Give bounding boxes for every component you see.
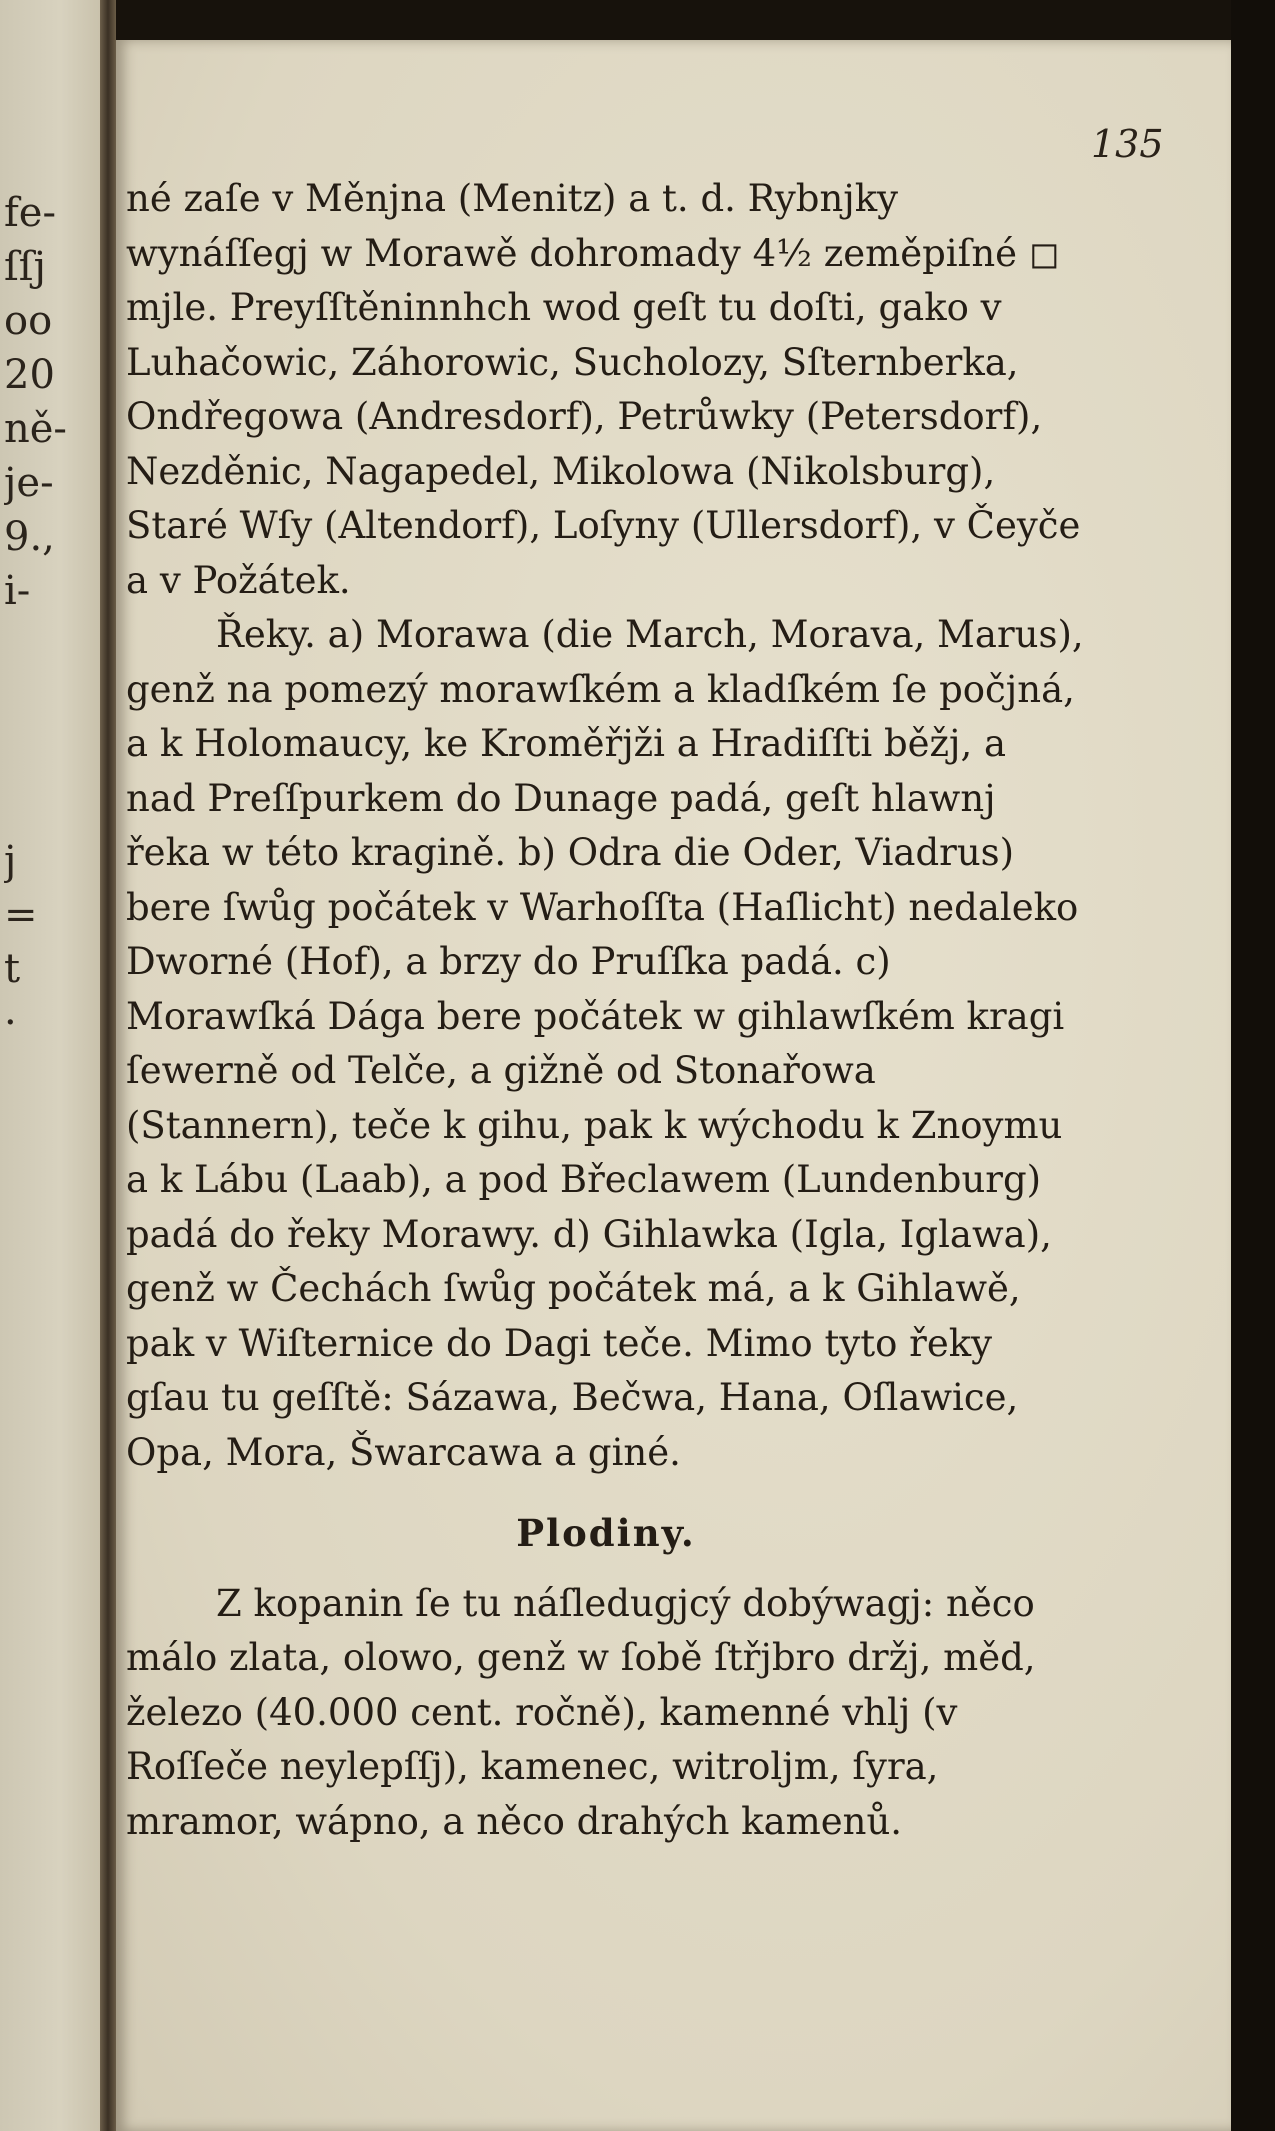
previous-page-fragment: ſſj (4, 244, 47, 290)
section-heading: Plodiny. (516, 1511, 696, 1555)
book-page (116, 40, 1231, 2131)
previous-page-fragment: j (4, 838, 17, 884)
scan-background-edge (1231, 0, 1275, 2131)
page-body (126, 172, 1086, 1849)
previous-page-fragment: · (4, 1000, 17, 1046)
previous-page-fragment: oo (4, 298, 53, 344)
paragraph-rivers: Řeky. a) Morawa (die March, Morava, Marus), genž na pomezý morawſkém a kladſkém ſe počjná, a k Holomaucy, ke Kroměřjži a Hradiſſti běžj, a nad Preſſpurkem do Dunage padá, geſt hlawnj řeka w této kragině. b) Odra die Oder, Viadrus) bere ſwůg počátek v Warhoſſta (Haſlicht) nedaleko Dworné (Hof), a brzy do Pruſſka padá. c) Morawſká Dága bere počátek w gihlawſkém kragi ſewerně od Telče, a gižně od Stonařowa (Stannern), teče k gihu, pak k wýchodu k Znoymu a k Lábu (Laab), a pod Břeclawem (Lundenburg) padá do řeky Morawy. d) Gihlawka (Igla, Iglawa), genž w Čechách ſwůg počátek má, a k Gihlawě, pak v Wiſternice do Dagi teče. Mimo tyto řeky gſau tu geſſtě: Sázawa, Bečwa, Hana, Oſlawice, Opa, Mora, Šwarcawa a giné. (126, 613, 1084, 1474)
previous-page-fragment: je- (4, 460, 54, 506)
previous-page-fragment: t (4, 946, 21, 992)
previous-page-fragment: fe- (4, 190, 56, 236)
book-gutter (100, 0, 116, 2131)
paragraph-springs: né zaſe v Měnjna (Menitz) a t. d. Rybnjky wynáſſegj w Morawě dohromady 4½ zeměpiſné ◻ mjle. Preyſſtěninnhch wod geſt tu doſti, gako v Luhačowic, Záhorowic, Sucholozy, Sſternberka, Ondřegowa (Andresdorf), Petrůwky (Petersdorf), Nezděnic, Nagapedel, Mikolowa (Nikolsburg), Staré Wſy (Altendorf), Loſyny (Ullersdorf), v Čeyče a v Požátek. (126, 177, 1081, 602)
previous-page-fragment: 9., (4, 514, 55, 560)
previous-page-fragment: = (4, 892, 38, 938)
page-number: 135 (1091, 122, 1164, 166)
previous-page-spacer (4, 618, 94, 834)
previous-page-fragment: ně- (4, 406, 67, 452)
previous-page-edge (0, 0, 100, 2131)
previous-page-fragment: i- (4, 568, 31, 614)
paragraph-minerals: Z kopanin ſe tu náſledugjcý dobýwagj: něco málo zlata, olowo, genž w ſobě ſtřjbro držj, měd, železo (40.000 cent. ročně), kamenné vhlj (v Roſſeče neylepſſj), kamenec, witroljm, ſyra, mramor, wápno, a něco drahých kamenů. (126, 1581, 1036, 1843)
previous-page-fragments (4, 186, 94, 1050)
previous-page-fragment: 20 (4, 352, 55, 398)
